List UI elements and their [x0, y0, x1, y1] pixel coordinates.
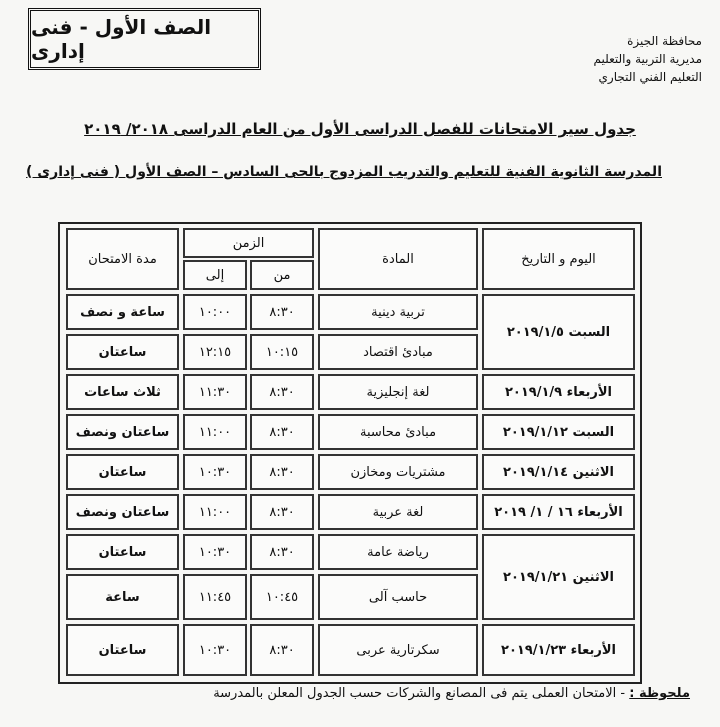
org-directorate: مديرية التربية والتعليم	[593, 52, 702, 66]
time-to-cell: ١١:٤٥	[183, 574, 247, 620]
footnote-label: ملحوظة :	[629, 686, 690, 701]
time-from-cell: ١٠:١٥	[250, 334, 314, 370]
class-title: الصف الأول - فنى إدارى	[31, 15, 212, 63]
class-title-box	[28, 8, 261, 70]
time-from-cell: ٨:٣٠	[250, 414, 314, 450]
footnote-text: - الامتحان العملى يتم فى المصانع والشركات حسب الجدول المعلن بالمدرسة	[213, 686, 626, 701]
duration-cell: ساعتان	[66, 454, 179, 490]
duration-cell: ساعتان ونصف	[66, 414, 179, 450]
day-date-cell: الأربعاء ٢٠١٩/١/٢٣	[482, 624, 635, 676]
duration-cell: ساعتان ونصف	[66, 494, 179, 530]
time-to-cell: ١١:٣٠	[183, 374, 247, 410]
subject-cell: سكرتارية عربى	[318, 624, 478, 676]
subject-cell: حاسب آلى	[318, 574, 478, 620]
time-from-cell: ٨:٣٠	[250, 624, 314, 676]
subject-cell: مبادئ اقتصاد	[318, 334, 478, 370]
duration-cell: ساعة	[66, 574, 179, 620]
schedule-title: جدول سير الامتحانات للفصل الدراسى الأول من العام الدراسى ٢٠١٨/ ٢٠١٩	[84, 120, 636, 138]
header-time: الزمن	[183, 228, 314, 258]
time-from-cell: ٨:٣٠	[250, 454, 314, 490]
time-to-cell: ١٠:٣٠	[183, 624, 247, 676]
day-date-cell: الاثنين ٢٠١٩/١/٢١	[482, 534, 635, 620]
day-date-cell: الأربعاء ٢٠١٩/١/٩	[482, 374, 635, 410]
time-from-cell: ٨:٣٠	[250, 294, 314, 330]
time-from-cell: ٨:٣٠	[250, 534, 314, 570]
duration-cell: ساعتان	[66, 624, 179, 676]
day-date-cell: السبت ٢٠١٩/١/٥	[482, 294, 635, 370]
footnote	[213, 686, 690, 701]
org-department: التعليم الفني التجاري	[598, 70, 702, 84]
time-to-cell: ١٢:١٥	[183, 334, 247, 370]
header-duration: مدة الامتحان	[66, 228, 179, 290]
time-from-cell: ٨:٣٠	[250, 374, 314, 410]
duration-cell: ثلاث ساعات	[66, 374, 179, 410]
time-from-cell: ٨:٣٠	[250, 494, 314, 530]
header-to: إلى	[183, 260, 247, 290]
day-date-cell: الاثنين ٢٠١٩/١/١٤	[482, 454, 635, 490]
duration-cell: ساعة و نصف	[66, 294, 179, 330]
subject-cell: مبادئ محاسبة	[318, 414, 478, 450]
day-date-cell: الأربعاء ١٦ / ١/ ٢٠١٩	[482, 494, 635, 530]
header-from: من	[250, 260, 314, 290]
time-to-cell: ١٠:٣٠	[183, 534, 247, 570]
time-to-cell: ١١:٠٠	[183, 414, 247, 450]
duration-cell: ساعتان	[66, 334, 179, 370]
subject-cell: لغة إنجليزية	[318, 374, 478, 410]
org-header	[594, 32, 703, 86]
header-day-date: اليوم و التاريخ	[482, 228, 635, 290]
time-from-cell: ١٠:٤٥	[250, 574, 314, 620]
subject-cell: مشتريات ومخازن	[318, 454, 478, 490]
duration-cell: ساعتان	[66, 534, 179, 570]
time-to-cell: ١٠:٠٠	[183, 294, 247, 330]
subject-cell: تربية دينية	[318, 294, 478, 330]
header-subject: المادة	[318, 228, 478, 290]
subject-cell: لغة عربية	[318, 494, 478, 530]
day-date-cell: السبت ٢٠١٩/١/١٢	[482, 414, 635, 450]
org-governorate: محافظة الجيزة	[627, 34, 702, 48]
school-line: المدرسة الثانوية الفنية للتعليم والتدريب المزدوج بالحى السادس – الصف الأول ( فنى إدارى )	[26, 164, 662, 180]
time-to-cell: ١٠:٣٠	[183, 454, 247, 490]
subject-cell: رياضة عامة	[318, 534, 478, 570]
time-to-cell: ١١:٠٠	[183, 494, 247, 530]
